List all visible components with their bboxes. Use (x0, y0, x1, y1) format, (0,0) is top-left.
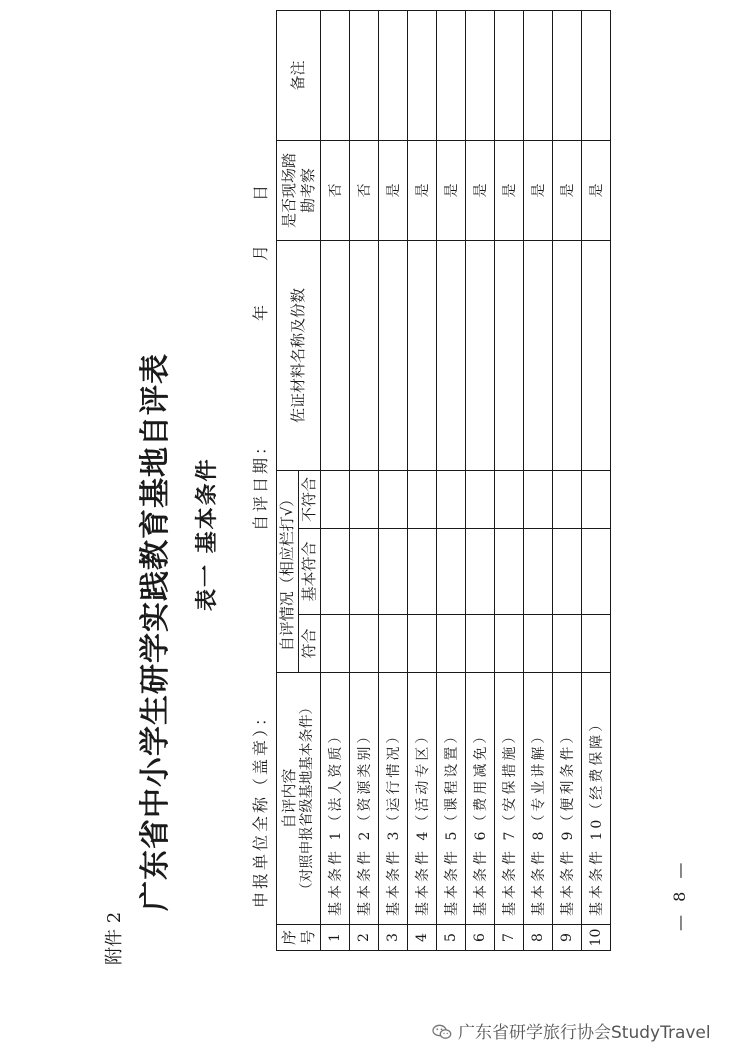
row-site-visit: 是 (524, 141, 553, 241)
table-row (350, 11, 379, 951)
self-evaluation-table (276, 10, 611, 951)
watermark-text: 广东省研学旅行协会StudyTravel (458, 1023, 711, 1043)
wechat-icon (432, 1024, 452, 1040)
cell-materials[interactable] (408, 241, 437, 471)
header-self-eval-meets: 符合 (299, 615, 321, 673)
cell-not-meets[interactable] (350, 471, 379, 529)
cell-meets[interactable] (495, 615, 524, 673)
date-month-label: 月 (251, 244, 270, 261)
row-content: 基本条件 1（法人资质） (321, 673, 350, 925)
cell-notes[interactable] (408, 11, 437, 141)
row-seq: 10 (582, 925, 611, 951)
cell-materials[interactable] (495, 241, 524, 471)
header-self-eval-mostly-meets: 基本符合 (299, 529, 321, 615)
document-title: 广东省中小学生研学实践教育基地自评表 (138, 353, 173, 911)
table-row (466, 11, 495, 951)
cell-materials[interactable] (582, 241, 611, 471)
cell-notes[interactable] (553, 11, 582, 141)
cell-notes[interactable] (495, 11, 524, 141)
row-site-visit: 是 (466, 141, 495, 241)
header-notes: 备注 (277, 11, 321, 141)
cell-mostly-meets[interactable] (350, 529, 379, 615)
header-content-main: 自评内容 (280, 768, 299, 829)
cell-notes[interactable] (437, 11, 466, 141)
table-row (408, 11, 437, 951)
cell-not-meets[interactable] (379, 471, 408, 529)
cell-meets[interactable] (553, 615, 582, 673)
cell-notes[interactable] (524, 11, 553, 141)
row-content: 基本条件 8（专业讲解） (524, 673, 553, 925)
header-content (277, 673, 321, 925)
cell-notes[interactable] (379, 11, 408, 141)
applicant-unit-label: 申报单位全称（盖章）： (251, 706, 270, 908)
row-seq: 6 (466, 925, 495, 951)
cell-meets[interactable] (408, 615, 437, 673)
cell-mostly-meets[interactable] (437, 529, 466, 615)
row-content: 基本条件 7（安保措施） (495, 673, 524, 925)
row-site-visit: 是 (582, 141, 611, 241)
cell-materials[interactable] (466, 241, 495, 471)
row-content: 基本条件 2（资源类别） (350, 673, 379, 925)
cell-materials[interactable] (437, 241, 466, 471)
row-content: 基本条件 5（课程设置） (437, 673, 466, 925)
cell-meets[interactable] (379, 615, 408, 673)
row-seq: 8 (524, 925, 553, 951)
cell-notes[interactable] (350, 11, 379, 141)
row-seq: 1 (321, 925, 350, 951)
cell-meets[interactable] (524, 615, 553, 673)
header-content-sub: （对照申报省级基地基本条件） (299, 700, 316, 897)
cell-mostly-meets[interactable] (408, 529, 437, 615)
cell-meets[interactable] (582, 615, 611, 673)
row-content: 基本条件 10（经费保障） (582, 673, 611, 925)
row-site-visit: 是 (437, 141, 466, 241)
cell-notes[interactable] (582, 11, 611, 141)
row-seq: 7 (495, 925, 524, 951)
self-eval-date-label: 自评日期： (251, 435, 270, 531)
watermark (432, 1018, 711, 1043)
cell-notes[interactable] (321, 11, 350, 141)
row-site-visit: 是 (553, 141, 582, 241)
row-seq: 4 (408, 925, 437, 951)
table-row (379, 11, 408, 951)
attachment-label: 附件 2 (104, 911, 125, 965)
page-number: — 8 — (670, 858, 689, 931)
date-fields (248, 185, 271, 321)
cell-meets[interactable] (437, 615, 466, 673)
cell-mostly-meets[interactable] (466, 529, 495, 615)
table-row (582, 11, 611, 951)
row-seq: 3 (379, 925, 408, 951)
table-row (524, 11, 553, 951)
cell-materials[interactable] (321, 241, 350, 471)
cell-mostly-meets[interactable] (524, 529, 553, 615)
row-content: 基本条件 6（费用减免） (466, 673, 495, 925)
cell-not-meets[interactable] (495, 471, 524, 529)
cell-mostly-meets[interactable] (582, 529, 611, 615)
cell-not-meets[interactable] (582, 471, 611, 529)
header-seq: 序号 (277, 925, 321, 951)
table-row (437, 11, 466, 951)
cell-meets[interactable] (321, 615, 350, 673)
cell-materials[interactable] (553, 241, 582, 471)
row-content: 基本条件 3（运行情况） (379, 673, 408, 925)
row-site-visit: 否 (350, 141, 379, 241)
cell-materials[interactable] (350, 241, 379, 471)
row-content: 基本条件 9（便利条件） (553, 673, 582, 925)
cell-meets[interactable] (350, 615, 379, 673)
table-row (495, 11, 524, 951)
row-site-visit: 否 (321, 141, 350, 241)
cell-materials[interactable] (524, 241, 553, 471)
table-title: 表一 基本条件 (194, 457, 220, 611)
row-seq: 2 (350, 925, 379, 951)
cell-not-meets[interactable] (437, 471, 466, 529)
cell-mostly-meets[interactable] (379, 529, 408, 615)
header-self-eval-not-meets: 不符合 (299, 471, 321, 529)
cell-not-meets[interactable] (553, 471, 582, 529)
header-site-visit: 是否现场踏勘考察 (277, 141, 321, 241)
cell-not-meets[interactable] (321, 471, 350, 529)
row-site-visit: 是 (379, 141, 408, 241)
date-day-label: 日 (251, 184, 270, 201)
cell-notes[interactable] (466, 11, 495, 141)
row-seq: 9 (553, 925, 582, 951)
cell-mostly-meets[interactable] (553, 529, 582, 615)
row-site-visit: 是 (408, 141, 437, 241)
cell-not-meets[interactable] (524, 471, 553, 529)
cell-materials[interactable] (379, 241, 408, 471)
table-row (553, 11, 582, 951)
cell-meets[interactable] (466, 615, 495, 673)
table-row (321, 11, 350, 951)
cell-mostly-meets[interactable] (321, 529, 350, 615)
header-self-eval: 自评情况（相应栏打√） (277, 471, 299, 673)
cell-not-meets[interactable] (466, 471, 495, 529)
header-materials: 佐证材料名称及份数 (277, 241, 321, 471)
row-content: 基本条件 4（活动专区） (408, 673, 437, 925)
cell-mostly-meets[interactable] (495, 529, 524, 615)
row-seq: 5 (437, 925, 466, 951)
date-year-label: 年 (251, 304, 270, 321)
cell-not-meets[interactable] (408, 471, 437, 529)
row-site-visit: 是 (495, 141, 524, 241)
